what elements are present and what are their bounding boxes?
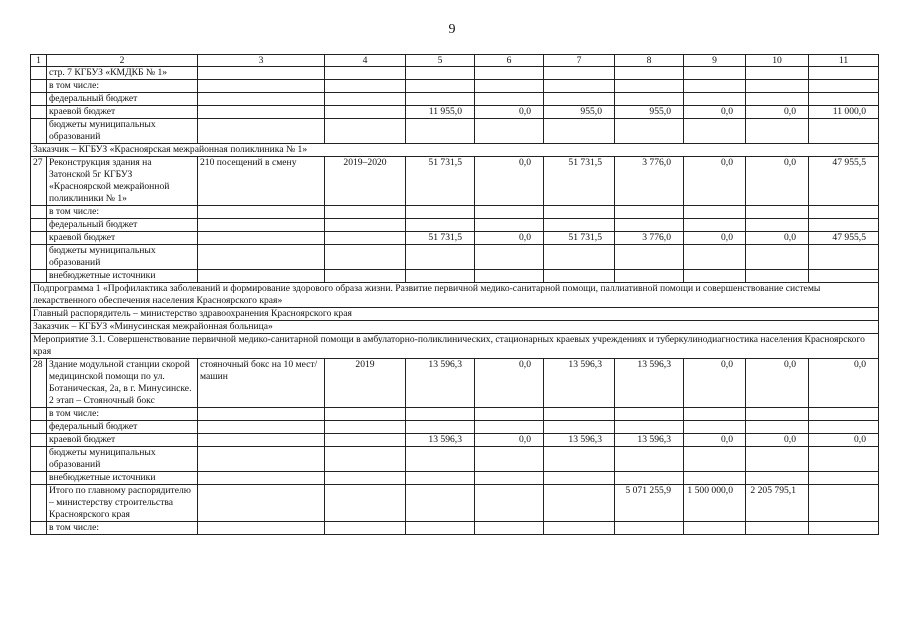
table-cell: Итого по главному распорядителю – министерству строительства Красноярского края — [47, 485, 198, 522]
table-cell — [684, 119, 746, 144]
table-cell — [475, 522, 544, 535]
page-number: 9 — [448, 22, 456, 37]
table-cell: внебюджетные источники — [47, 270, 198, 283]
table-cell — [809, 522, 879, 535]
table-cell — [325, 408, 406, 421]
table-cell — [544, 119, 615, 144]
section-row — [31, 321, 879, 334]
table-cell — [325, 245, 406, 270]
table-cell — [684, 270, 746, 283]
table-cell — [684, 421, 746, 434]
table-cell: стр. 7 КГБУЗ «КМДКБ № 1» — [47, 67, 198, 80]
table-cell: 11 000,0 — [809, 106, 879, 119]
table-cell: федеральный бюджет — [47, 421, 198, 434]
table-cell: 0,0 — [475, 232, 544, 245]
table-cell — [325, 472, 406, 485]
table-cell — [746, 80, 809, 93]
table-cell: 2019 — [325, 359, 406, 408]
table-cell: в том числе: — [47, 206, 198, 219]
table-cell: 3 776,0 — [615, 157, 684, 206]
table-cell — [544, 421, 615, 434]
table-row — [31, 157, 879, 206]
table-cell — [198, 106, 325, 119]
column-number-cell: 11 — [809, 55, 879, 67]
table-cell: 27 — [31, 157, 47, 206]
table-cell — [198, 206, 325, 219]
table-cell: 0,0 — [684, 359, 746, 408]
table-cell: 2 205 795,1 — [746, 485, 809, 522]
table-cell — [475, 485, 544, 522]
table-cell — [31, 67, 47, 80]
table-cell — [746, 67, 809, 80]
table-cell — [544, 472, 615, 485]
table-cell: 13 596,3 — [615, 434, 684, 447]
table-cell — [684, 408, 746, 421]
table-cell — [746, 93, 809, 106]
table-row — [31, 106, 879, 119]
table-cell — [809, 67, 879, 80]
table-cell: бюджеты муниципальных образований — [47, 119, 198, 144]
table-cell — [809, 219, 879, 232]
table-cell — [325, 434, 406, 447]
table-cell: 0,0 — [475, 434, 544, 447]
table-cell — [475, 447, 544, 472]
table-row — [31, 522, 879, 535]
table-cell: 0,0 — [746, 232, 809, 245]
table-cell — [809, 119, 879, 144]
table-cell — [325, 522, 406, 535]
table-cell — [615, 67, 684, 80]
table-cell: федеральный бюджет — [47, 93, 198, 106]
table-cell — [746, 206, 809, 219]
table-cell: 13 596,3 — [544, 434, 615, 447]
table-cell — [406, 67, 475, 80]
table-cell — [31, 522, 47, 535]
table-cell: 51 731,5 — [406, 157, 475, 206]
table-cell — [684, 245, 746, 270]
table-cell — [406, 245, 475, 270]
table-cell — [325, 80, 406, 93]
table-cell — [544, 67, 615, 80]
table-cell: бюджеты муниципальных образований — [47, 245, 198, 270]
column-number-cell: 7 — [544, 55, 615, 67]
column-number-cell: 9 — [684, 55, 746, 67]
table-cell: 13 596,3 — [406, 359, 475, 408]
table-cell — [615, 447, 684, 472]
table-cell — [475, 93, 544, 106]
table-cell — [615, 119, 684, 144]
table-cell — [198, 434, 325, 447]
section-text: Мероприятие 3.1. Совершенствование первичной медико-санитарной помощи в амбулаторно-поликлинических, стационарных краевых учреждениях и туберкулинодиагностика населения Красноярского края — [31, 334, 879, 359]
table-cell: внебюджетные источники — [47, 472, 198, 485]
table-cell: в том числе: — [47, 522, 198, 535]
table-cell — [615, 219, 684, 232]
table-cell: 5 071 255,9 — [615, 485, 684, 522]
table-cell — [406, 80, 475, 93]
table-cell — [325, 93, 406, 106]
table-cell — [198, 80, 325, 93]
table-cell: федеральный бюджет — [47, 219, 198, 232]
table-cell — [406, 93, 475, 106]
table-cell: 0,0 — [684, 106, 746, 119]
table-cell — [684, 472, 746, 485]
table-cell — [809, 93, 879, 106]
table-cell — [406, 408, 475, 421]
table-row — [31, 93, 879, 106]
table-cell — [325, 219, 406, 232]
table-cell: 0,0 — [809, 434, 879, 447]
table-cell — [809, 206, 879, 219]
table-cell — [475, 270, 544, 283]
table-cell — [325, 421, 406, 434]
table-cell — [31, 447, 47, 472]
table-cell: стояночный бокс на 10 мест/машин — [198, 359, 325, 408]
table-cell: 0,0 — [475, 106, 544, 119]
table-cell — [746, 119, 809, 144]
table-cell — [615, 93, 684, 106]
table-cell: Реконструкция здания на Затонской 5г КГБУЗ «Красноярской межрайонной поликлиники № 1» — [47, 157, 198, 206]
table-cell — [31, 408, 47, 421]
table-cell: 210 посещений в смену — [198, 157, 325, 206]
table-cell — [475, 119, 544, 144]
table-cell — [198, 119, 325, 144]
table-cell — [198, 408, 325, 421]
table-row — [31, 270, 879, 283]
table-cell — [31, 421, 47, 434]
table-cell — [325, 206, 406, 219]
table-cell — [544, 447, 615, 472]
table-cell: 51 731,5 — [544, 232, 615, 245]
table-cell — [544, 93, 615, 106]
table-cell: 51 731,5 — [406, 232, 475, 245]
table-cell — [31, 232, 47, 245]
table-row — [31, 206, 879, 219]
table-cell — [406, 119, 475, 144]
table-cell — [746, 219, 809, 232]
table-cell — [198, 447, 325, 472]
table-cell — [31, 80, 47, 93]
table-row — [31, 245, 879, 270]
table-cell: в том числе: — [47, 80, 198, 93]
table-cell — [475, 219, 544, 232]
table-cell — [475, 421, 544, 434]
column-number-cell: 2 — [47, 55, 198, 67]
section-text: Подпрограмма 1 «Профилактика заболеваний и формирование здорового образа жизни. Развитие первичной медико-санитарной помощи, паллиативной помощи и совершенствование системы лекарственного обеспечения населения Красноярского края» — [31, 283, 879, 308]
table-cell — [198, 421, 325, 434]
table-cell: 955,0 — [544, 106, 615, 119]
table-cell — [31, 472, 47, 485]
table-cell: 0,0 — [746, 434, 809, 447]
table-cell: 0,0 — [746, 359, 809, 408]
table-cell — [684, 219, 746, 232]
table-cell — [198, 93, 325, 106]
section-row — [31, 334, 879, 359]
table-cell — [809, 485, 879, 522]
table-cell — [31, 106, 47, 119]
table-cell — [198, 472, 325, 485]
table-row — [31, 447, 879, 472]
table-cell — [809, 421, 879, 434]
table-cell: 2019–2020 — [325, 157, 406, 206]
table-cell — [809, 245, 879, 270]
section-text: Главный распорядитель – министерство здравоохранения Красноярского края — [31, 308, 879, 321]
table-row — [31, 472, 879, 485]
table-cell: 3 776,0 — [615, 232, 684, 245]
table-cell: 1 500 000,0 — [684, 485, 746, 522]
table-cell: 28 — [31, 359, 47, 408]
table-cell — [615, 472, 684, 485]
table-cell — [31, 93, 47, 106]
table-cell — [615, 206, 684, 219]
table-cell: 0,0 — [475, 157, 544, 206]
table-cell — [684, 93, 746, 106]
table-cell: 0,0 — [475, 359, 544, 408]
column-number-cell: 8 — [615, 55, 684, 67]
table-cell — [475, 245, 544, 270]
table-cell — [544, 522, 615, 535]
table-cell — [31, 119, 47, 144]
table-row — [31, 359, 879, 408]
table-cell — [615, 421, 684, 434]
table-cell: краевой бюджет — [47, 106, 198, 119]
section-row — [31, 283, 879, 308]
budget-table — [30, 54, 879, 535]
table-cell — [684, 522, 746, 535]
table-cell — [31, 270, 47, 283]
table-cell — [406, 270, 475, 283]
table-cell — [325, 67, 406, 80]
table-cell — [615, 270, 684, 283]
table-cell: 0,0 — [684, 434, 746, 447]
section-text: Заказчик – КГБУЗ «Красноярская межрайонная поликлиника № 1» — [31, 144, 879, 157]
table-cell: Здание модульной станции скорой медицинской помощи по ул. Ботаническая, 2а, в г. Минусинске. 2 этап – Стояночный бокс — [47, 359, 198, 408]
table-cell — [198, 219, 325, 232]
table-cell — [31, 219, 47, 232]
table-cell — [325, 119, 406, 144]
table-cell — [406, 522, 475, 535]
table-cell — [406, 472, 475, 485]
table-cell — [31, 485, 47, 522]
table-cell — [615, 408, 684, 421]
table-cell: 0,0 — [684, 157, 746, 206]
table-cell — [406, 421, 475, 434]
table-cell — [31, 245, 47, 270]
table-cell — [809, 270, 879, 283]
column-number-cell: 4 — [325, 55, 406, 67]
column-number-cell: 1 — [31, 55, 47, 67]
table-cell: 13 596,3 — [615, 359, 684, 408]
table-cell — [406, 447, 475, 472]
table-cell — [615, 522, 684, 535]
table-cell — [325, 447, 406, 472]
section-row — [31, 144, 879, 157]
table-cell — [746, 270, 809, 283]
table-cell: 11 955,0 — [406, 106, 475, 119]
table-cell — [809, 408, 879, 421]
table-cell — [809, 80, 879, 93]
table-cell — [475, 67, 544, 80]
table-cell — [31, 206, 47, 219]
table-cell — [684, 206, 746, 219]
column-number-row — [31, 55, 879, 67]
table-cell — [684, 447, 746, 472]
table-row — [31, 119, 879, 144]
table-cell — [809, 447, 879, 472]
column-number-cell: 6 — [475, 55, 544, 67]
table-cell — [475, 408, 544, 421]
table-cell — [615, 80, 684, 93]
table-cell: 0,0 — [746, 157, 809, 206]
table-cell — [544, 219, 615, 232]
table-row — [31, 232, 879, 245]
table-cell — [544, 206, 615, 219]
table-cell: 13 596,3 — [544, 359, 615, 408]
table-cell — [31, 434, 47, 447]
table-cell — [746, 472, 809, 485]
table-cell — [198, 522, 325, 535]
table-cell — [544, 408, 615, 421]
table-cell — [198, 245, 325, 270]
table-cell: краевой бюджет — [47, 232, 198, 245]
table-cell — [615, 245, 684, 270]
table-row — [31, 80, 879, 93]
table-cell — [544, 245, 615, 270]
table-cell — [746, 245, 809, 270]
table-cell — [684, 67, 746, 80]
table-cell — [406, 206, 475, 219]
table-cell — [198, 485, 325, 522]
column-number-cell: 3 — [198, 55, 325, 67]
table-cell — [198, 232, 325, 245]
table-row — [31, 485, 879, 522]
table-cell — [684, 80, 746, 93]
table-cell: в том числе: — [47, 408, 198, 421]
table-cell: 47 955,5 — [809, 232, 879, 245]
section-text: Заказчик – КГБУЗ «Минусинская межрайонная больница» — [31, 321, 879, 334]
table-cell: 47 955,5 — [809, 157, 879, 206]
table-cell — [544, 80, 615, 93]
table-cell — [325, 106, 406, 119]
table-cell — [198, 67, 325, 80]
column-number-cell: 5 — [406, 55, 475, 67]
table-cell — [746, 447, 809, 472]
section-row — [31, 308, 879, 321]
table-cell: 0,0 — [809, 359, 879, 408]
table-cell: бюджеты муниципальных образований — [47, 447, 198, 472]
table-cell: 0,0 — [684, 232, 746, 245]
table-cell — [475, 80, 544, 93]
table-cell — [475, 472, 544, 485]
table-cell: 51 731,5 — [544, 157, 615, 206]
table-row — [31, 434, 879, 447]
table-cell — [544, 485, 615, 522]
table-cell — [198, 270, 325, 283]
column-number-cell: 10 — [746, 55, 809, 67]
table-cell — [406, 219, 475, 232]
table-cell: 0,0 — [746, 106, 809, 119]
table-cell — [406, 485, 475, 522]
table-cell: 955,0 — [615, 106, 684, 119]
table-row — [31, 219, 879, 232]
table-cell — [809, 472, 879, 485]
table-cell: 13 596,3 — [406, 434, 475, 447]
table-cell — [746, 522, 809, 535]
table-row — [31, 421, 879, 434]
table-cell: краевой бюджет — [47, 434, 198, 447]
table-cell — [746, 408, 809, 421]
table-cell — [325, 270, 406, 283]
table-cell — [544, 270, 615, 283]
table-row — [31, 408, 879, 421]
table-cell — [746, 421, 809, 434]
table-row — [31, 67, 879, 80]
table-cell — [475, 206, 544, 219]
table-cell — [325, 485, 406, 522]
table-cell — [325, 232, 406, 245]
